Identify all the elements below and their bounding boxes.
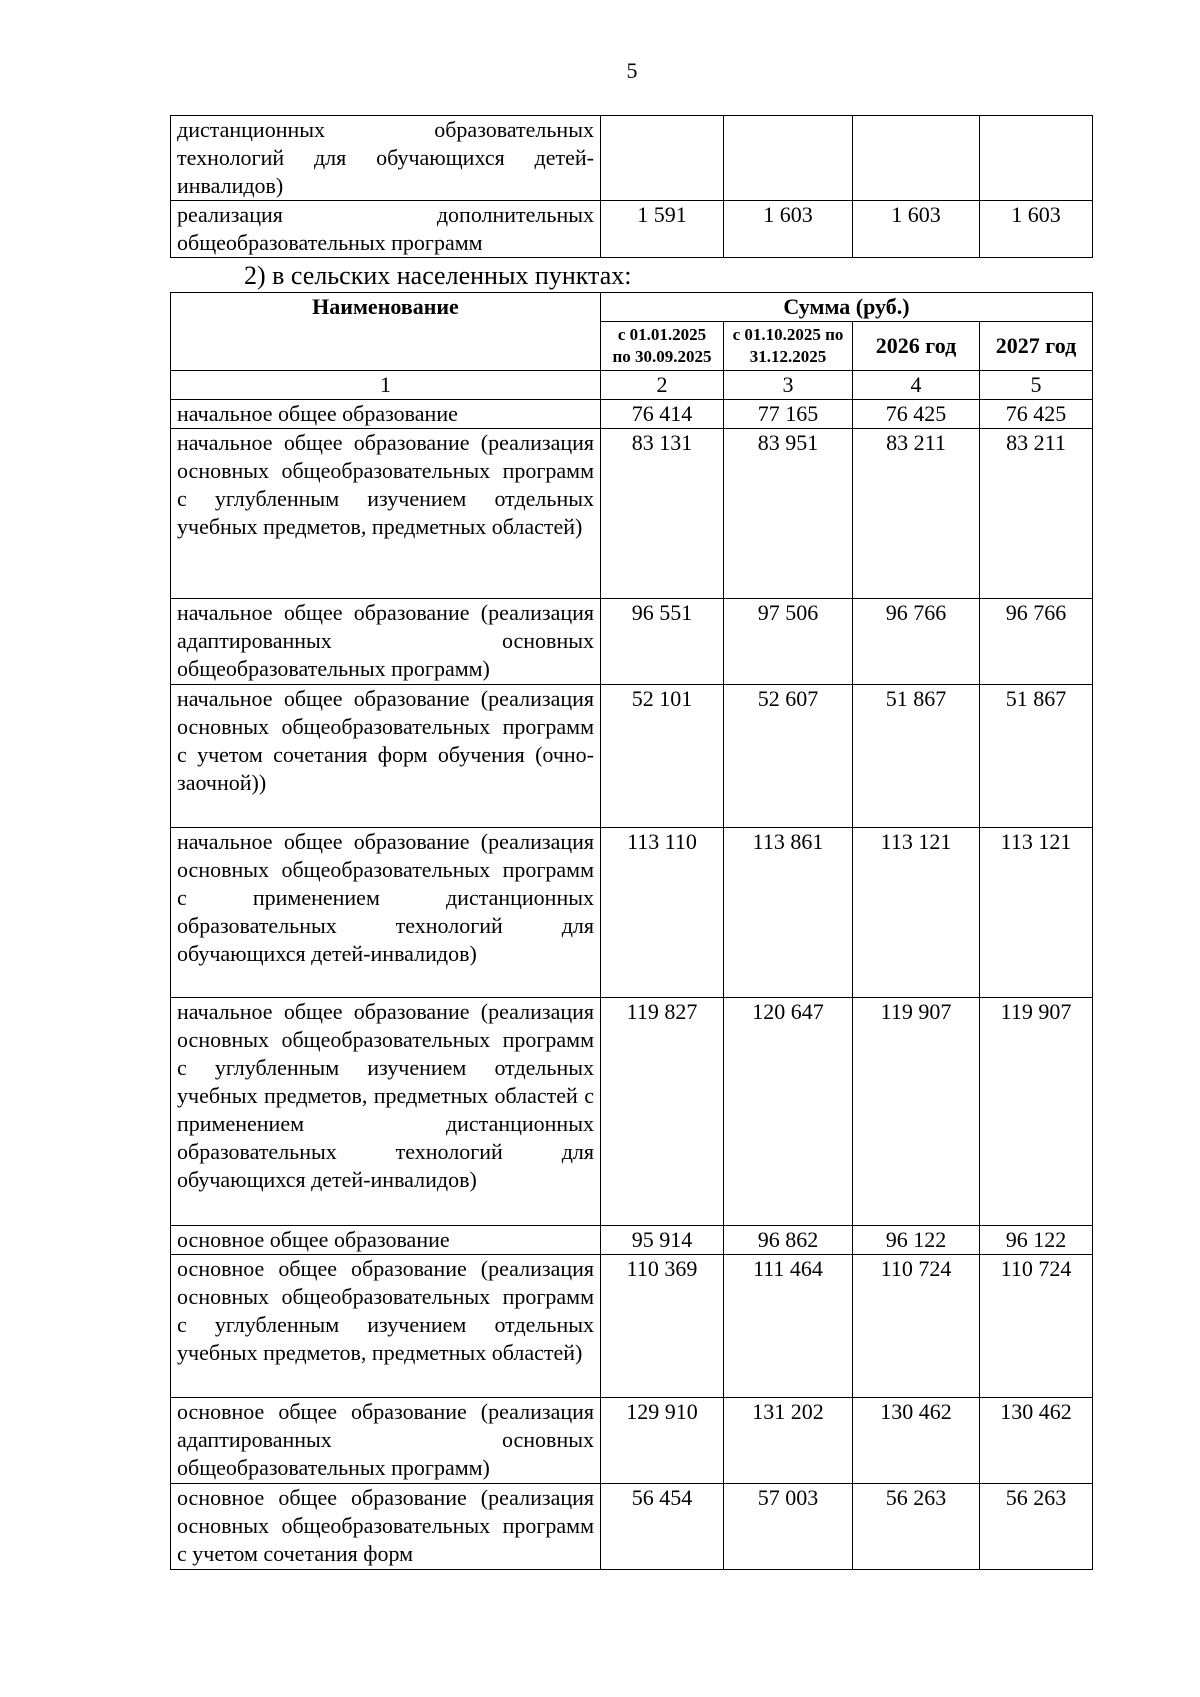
row-value: 76 425 <box>980 400 1093 429</box>
table-row <box>171 429 1093 599</box>
table-row <box>171 400 1093 429</box>
row-name: реализация дополнительных общеобразовательных программ <box>171 201 601 258</box>
row-value: 57 003 <box>724 1484 853 1570</box>
row-value: 131 202 <box>724 1398 853 1484</box>
row-value: 120 647 <box>724 998 853 1226</box>
row-value: 96 122 <box>853 1226 980 1255</box>
row-value: 95 914 <box>601 1226 724 1255</box>
row-value: 96 766 <box>980 599 1093 685</box>
row-value: 1 591 <box>601 201 724 258</box>
header-period-1: с 01.01.2025 по 30.09.2025 <box>601 322 724 371</box>
row-value: 1 603 <box>724 201 853 258</box>
row-value: 96 551 <box>601 599 724 685</box>
row-value: 130 462 <box>853 1398 980 1484</box>
column-number: 4 <box>853 371 980 400</box>
continued-table <box>170 115 1093 258</box>
row-name: основное общее образование (реализация адаптированных основных общеобразовательных программ) <box>171 1398 601 1484</box>
row-value: 52 101 <box>601 685 724 828</box>
row-value: 77 165 <box>724 400 853 429</box>
row-value <box>980 116 1093 201</box>
row-value: 96 862 <box>724 1226 853 1255</box>
row-value: 110 724 <box>853 1255 980 1398</box>
table-row <box>171 1398 1093 1484</box>
table-row <box>171 201 1093 258</box>
table-row <box>171 1255 1093 1398</box>
section-heading: 2) в сельских населенных пунктах: <box>244 261 632 290</box>
row-name: основное общее образование (реализация основных общеобразовательных программ с углубленным изучением отдельных учебных предметов, предметных областей) <box>171 1255 601 1398</box>
row-value: 110 369 <box>601 1255 724 1398</box>
row-value: 110 724 <box>980 1255 1093 1398</box>
row-name: дистанционных образовательных технологий для обучающихся детей-инвалидов) <box>171 116 601 201</box>
table-row <box>171 685 1093 828</box>
row-value: 51 867 <box>853 685 980 828</box>
row-value: 51 867 <box>980 685 1093 828</box>
row-value: 119 827 <box>601 998 724 1226</box>
row-value: 83 211 <box>853 429 980 599</box>
row-name: начальное общее образование <box>171 400 601 429</box>
table-row <box>171 116 1093 201</box>
table-row <box>171 599 1093 685</box>
row-value: 52 607 <box>724 685 853 828</box>
row-value: 113 861 <box>724 828 853 998</box>
column-number: 3 <box>724 371 853 400</box>
row-value: 130 462 <box>980 1398 1093 1484</box>
row-value: 76 425 <box>853 400 980 429</box>
table-row <box>171 1226 1093 1255</box>
row-value: 119 907 <box>980 998 1093 1226</box>
row-value: 111 464 <box>724 1255 853 1398</box>
header-year-2027: 2027 год <box>980 322 1093 371</box>
row-value: 56 454 <box>601 1484 724 1570</box>
header-year-2026: 2026 год <box>853 322 980 371</box>
row-name: начальное общее образование (реализация основных общеобразовательных программ с применением дистанционных образовательных технологий для обучающихся детей-инвалидов) <box>171 828 601 998</box>
row-value: 96 122 <box>980 1226 1093 1255</box>
row-value: 113 110 <box>601 828 724 998</box>
row-value: 113 121 <box>853 828 980 998</box>
row-name: начальное общее образование (реализация основных общеобразовательных программ с углубленным изучением отдельных учебных предметов, предметных областей с применением дистанционных образовательных технологий для обучающихся детей-инвалидов) <box>171 998 601 1226</box>
column-number: 5 <box>980 371 1093 400</box>
row-value <box>601 116 724 201</box>
rural-rates-table <box>170 292 1093 1570</box>
row-value: 113 121 <box>980 828 1093 998</box>
column-numbers-row <box>171 371 1093 400</box>
row-value: 56 263 <box>980 1484 1093 1570</box>
table-row <box>171 998 1093 1226</box>
table-row <box>171 1484 1093 1570</box>
row-value: 83 131 <box>601 429 724 599</box>
table-row <box>171 828 1093 998</box>
row-value <box>724 116 853 201</box>
row-name: начальное общее образование (реализация адаптированных основных общеобразовательных программ) <box>171 599 601 685</box>
row-value: 1 603 <box>980 201 1093 258</box>
row-name: основное общее образование <box>171 1226 601 1255</box>
header-row <box>171 293 1093 322</box>
row-name: основное общее образование (реализация основных общеобразовательных программ с учетом сочетания форм <box>171 1484 601 1570</box>
row-value <box>853 116 980 201</box>
row-value: 129 910 <box>601 1398 724 1484</box>
column-number: 1 <box>171 371 601 400</box>
header-sum: Сумма (руб.) <box>601 293 1093 322</box>
row-value: 76 414 <box>601 400 724 429</box>
row-value: 83 951 <box>724 429 853 599</box>
column-number: 2 <box>601 371 724 400</box>
page-number: 5 <box>626 58 638 83</box>
row-value: 56 263 <box>853 1484 980 1570</box>
header-name: Наименование <box>171 293 601 371</box>
row-value: 96 766 <box>853 599 980 685</box>
row-name: начальное общее образование (реализация основных общеобразовательных программ с углубленным изучением отдельных учебных предметов, предметных областей) <box>171 429 601 599</box>
row-name: начальное общее образование (реализация основных общеобразовательных программ с учетом сочетания форм обучения (очно-заочной)) <box>171 685 601 828</box>
row-value: 119 907 <box>853 998 980 1226</box>
row-value: 1 603 <box>853 201 980 258</box>
header-period-2: с 01.10.2025 по 31.12.2025 <box>724 322 853 371</box>
row-value: 83 211 <box>980 429 1093 599</box>
row-value: 97 506 <box>724 599 853 685</box>
